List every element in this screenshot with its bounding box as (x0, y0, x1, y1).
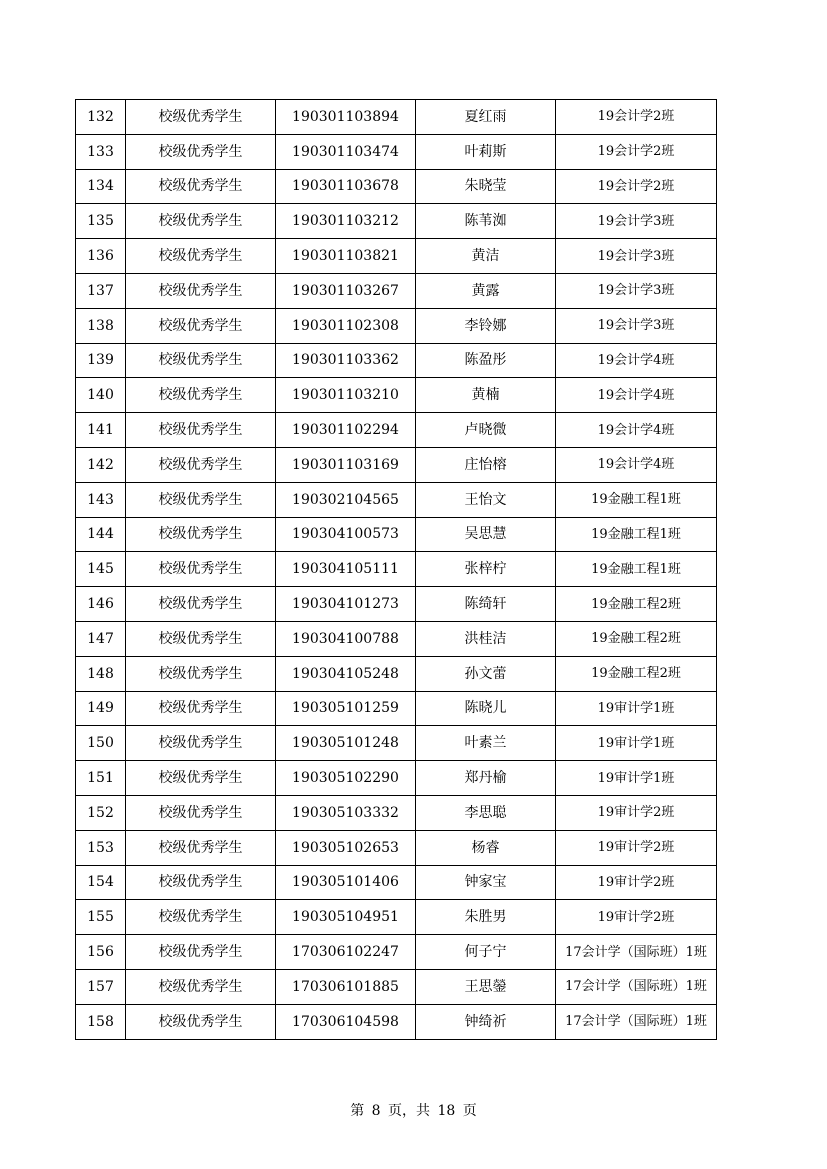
award-type-cell: 校级优秀学生 (126, 343, 276, 378)
student-name-cell: 叶莉斯 (416, 134, 556, 169)
student-id-cell: 190305102290 (276, 761, 416, 796)
award-type-cell: 校级优秀学生 (126, 761, 276, 796)
row-index-cell: 141 (76, 413, 126, 448)
table-row (76, 935, 717, 970)
row-index-cell: 153 (76, 830, 126, 865)
student-name-cell: 何子宁 (416, 935, 556, 970)
row-index-cell: 145 (76, 552, 126, 587)
row-index-cell: 156 (76, 935, 126, 970)
row-index-cell: 142 (76, 447, 126, 482)
class-name-cell: 19会计学4班 (556, 343, 717, 378)
class-name-cell: 19会计学3班 (556, 204, 717, 239)
award-type-cell: 校级优秀学生 (126, 1004, 276, 1039)
student-id-cell: 190305104951 (276, 900, 416, 935)
table-row (76, 969, 717, 1004)
table-row (76, 656, 717, 691)
class-name-cell: 19金融工程2班 (556, 656, 717, 691)
student-id-cell: 190301103474 (276, 134, 416, 169)
class-name-cell: 19会计学2班 (556, 134, 717, 169)
award-type-cell: 校级优秀学生 (126, 969, 276, 1004)
table-row (76, 900, 717, 935)
row-index-cell: 132 (76, 100, 126, 135)
student-name-cell: 叶素兰 (416, 726, 556, 761)
class-name-cell: 19金融工程1班 (556, 517, 717, 552)
class-name-cell: 17会计学（国际班）1班 (556, 969, 717, 1004)
table-row (76, 482, 717, 517)
student-id-cell: 190305101406 (276, 865, 416, 900)
row-index-cell: 148 (76, 656, 126, 691)
student-name-cell: 李铃娜 (416, 308, 556, 343)
row-index-cell: 155 (76, 900, 126, 935)
student-name-cell: 钟家宝 (416, 865, 556, 900)
row-index-cell: 157 (76, 969, 126, 1004)
award-type-cell: 校级优秀学生 (126, 552, 276, 587)
student-id-cell: 190304101273 (276, 587, 416, 622)
student-id-cell: 190305101248 (276, 726, 416, 761)
class-name-cell: 19金融工程1班 (556, 482, 717, 517)
table-row (76, 761, 717, 796)
student-id-cell: 190305102653 (276, 830, 416, 865)
award-type-cell: 校级优秀学生 (126, 830, 276, 865)
class-name-cell: 19会计学4班 (556, 413, 717, 448)
student-id-cell: 170306101885 (276, 969, 416, 1004)
student-id-cell: 190301103362 (276, 343, 416, 378)
student-id-cell: 190304105111 (276, 552, 416, 587)
student-name-cell: 洪桂洁 (416, 621, 556, 656)
class-name-cell: 19会计学4班 (556, 447, 717, 482)
row-index-cell: 133 (76, 134, 126, 169)
student-name-cell: 李思聪 (416, 795, 556, 830)
student-name-cell: 钟绮祈 (416, 1004, 556, 1039)
class-name-cell: 19金融工程2班 (556, 621, 717, 656)
award-type-cell: 校级优秀学生 (126, 482, 276, 517)
table-row (76, 413, 717, 448)
table-row (76, 308, 717, 343)
row-index-cell: 158 (76, 1004, 126, 1039)
table-row (76, 204, 717, 239)
award-type-cell: 校级优秀学生 (126, 204, 276, 239)
table-row (76, 100, 717, 135)
class-name-cell: 19会计学3班 (556, 239, 717, 274)
class-name-cell: 19会计学2班 (556, 169, 717, 204)
award-type-cell: 校级优秀学生 (126, 621, 276, 656)
roster-body (76, 100, 717, 1040)
table-row (76, 865, 717, 900)
row-index-cell: 143 (76, 482, 126, 517)
student-name-cell: 卢晓微 (416, 413, 556, 448)
student-name-cell: 朱胜男 (416, 900, 556, 935)
award-type-cell: 校级优秀学生 (126, 691, 276, 726)
row-index-cell: 147 (76, 621, 126, 656)
student-name-cell: 陈晓儿 (416, 691, 556, 726)
row-index-cell: 140 (76, 378, 126, 413)
class-name-cell: 19审计学2班 (556, 795, 717, 830)
table-row (76, 169, 717, 204)
row-index-cell: 149 (76, 691, 126, 726)
award-type-cell: 校级优秀学生 (126, 726, 276, 761)
student-name-cell: 黄洁 (416, 239, 556, 274)
student-id-cell: 190301103169 (276, 447, 416, 482)
student-name-cell: 郑丹榆 (416, 761, 556, 796)
row-index-cell: 135 (76, 204, 126, 239)
award-type-cell: 校级优秀学生 (126, 935, 276, 970)
student-id-cell: 190301103894 (276, 100, 416, 135)
student-id-cell: 190301103210 (276, 378, 416, 413)
student-id-cell: 190304100788 (276, 621, 416, 656)
student-id-cell: 190304100573 (276, 517, 416, 552)
row-index-cell: 152 (76, 795, 126, 830)
table-row (76, 726, 717, 761)
award-type-cell: 校级优秀学生 (126, 865, 276, 900)
class-name-cell: 19金融工程2班 (556, 587, 717, 622)
student-name-cell: 黄露 (416, 273, 556, 308)
table-row (76, 447, 717, 482)
award-type-cell: 校级优秀学生 (126, 378, 276, 413)
award-type-cell: 校级优秀学生 (126, 100, 276, 135)
class-name-cell: 19审计学2班 (556, 830, 717, 865)
student-id-cell: 190301103678 (276, 169, 416, 204)
row-index-cell: 154 (76, 865, 126, 900)
student-name-cell: 夏红雨 (416, 100, 556, 135)
row-index-cell: 138 (76, 308, 126, 343)
class-name-cell: 19审计学1班 (556, 726, 717, 761)
row-index-cell: 139 (76, 343, 126, 378)
student-id-cell: 190301102308 (276, 308, 416, 343)
award-roster-table (75, 99, 717, 1040)
table-row (76, 552, 717, 587)
student-id-cell: 190301103821 (276, 239, 416, 274)
award-type-cell: 校级优秀学生 (126, 517, 276, 552)
award-type-cell: 校级优秀学生 (126, 587, 276, 622)
table-row (76, 517, 717, 552)
table-row (76, 691, 717, 726)
class-name-cell: 19金融工程1班 (556, 552, 717, 587)
page-footer: 第 8 页，共 18 页 (350, 1103, 477, 1119)
award-type-cell: 校级优秀学生 (126, 239, 276, 274)
award-type-cell: 校级优秀学生 (126, 134, 276, 169)
row-index-cell: 151 (76, 761, 126, 796)
row-index-cell: 146 (76, 587, 126, 622)
student-name-cell: 杨睿 (416, 830, 556, 865)
student-id-cell: 190301103212 (276, 204, 416, 239)
table-row (76, 378, 717, 413)
table-row (76, 343, 717, 378)
class-name-cell: 19审计学2班 (556, 900, 717, 935)
row-index-cell: 137 (76, 273, 126, 308)
student-name-cell: 王思鎣 (416, 969, 556, 1004)
award-type-cell: 校级优秀学生 (126, 900, 276, 935)
table-row (76, 830, 717, 865)
award-type-cell: 校级优秀学生 (126, 308, 276, 343)
award-type-cell: 校级优秀学生 (126, 169, 276, 204)
table-row (76, 621, 717, 656)
class-name-cell: 19审计学1班 (556, 761, 717, 796)
table-row (76, 273, 717, 308)
student-id-cell: 190301103267 (276, 273, 416, 308)
class-name-cell: 19会计学4班 (556, 378, 717, 413)
student-name-cell: 朱晓莹 (416, 169, 556, 204)
student-name-cell: 黄楠 (416, 378, 556, 413)
student-name-cell: 陈绮轩 (416, 587, 556, 622)
class-name-cell: 17会计学（国际班）1班 (556, 1004, 717, 1039)
student-id-cell: 170306104598 (276, 1004, 416, 1039)
student-name-cell: 陈盈彤 (416, 343, 556, 378)
student-id-cell: 190302104565 (276, 482, 416, 517)
student-name-cell: 孙文蕾 (416, 656, 556, 691)
class-name-cell: 19会计学3班 (556, 273, 717, 308)
student-name-cell: 张梓柠 (416, 552, 556, 587)
class-name-cell: 19会计学3班 (556, 308, 717, 343)
student-name-cell: 王怡文 (416, 482, 556, 517)
class-name-cell: 19审计学2班 (556, 865, 717, 900)
row-index-cell: 150 (76, 726, 126, 761)
table-row (76, 134, 717, 169)
row-index-cell: 134 (76, 169, 126, 204)
student-name-cell: 庄怡榕 (416, 447, 556, 482)
class-name-cell: 17会计学（国际班）1班 (556, 935, 717, 970)
student-id-cell: 190305101259 (276, 691, 416, 726)
student-id-cell: 170306102247 (276, 935, 416, 970)
row-index-cell: 144 (76, 517, 126, 552)
award-type-cell: 校级优秀学生 (126, 273, 276, 308)
award-type-cell: 校级优秀学生 (126, 656, 276, 691)
class-name-cell: 19审计学1班 (556, 691, 717, 726)
award-type-cell: 校级优秀学生 (126, 413, 276, 448)
class-name-cell: 19会计学2班 (556, 100, 717, 135)
award-type-cell: 校级优秀学生 (126, 447, 276, 482)
award-type-cell: 校级优秀学生 (126, 795, 276, 830)
student-id-cell: 190305103332 (276, 795, 416, 830)
table-row (76, 239, 717, 274)
table-row (76, 1004, 717, 1039)
student-id-cell: 190301102294 (276, 413, 416, 448)
table-row (76, 795, 717, 830)
row-index-cell: 136 (76, 239, 126, 274)
student-name-cell: 陈苇洳 (416, 204, 556, 239)
student-name-cell: 吴思慧 (416, 517, 556, 552)
student-id-cell: 190304105248 (276, 656, 416, 691)
table-row (76, 587, 717, 622)
